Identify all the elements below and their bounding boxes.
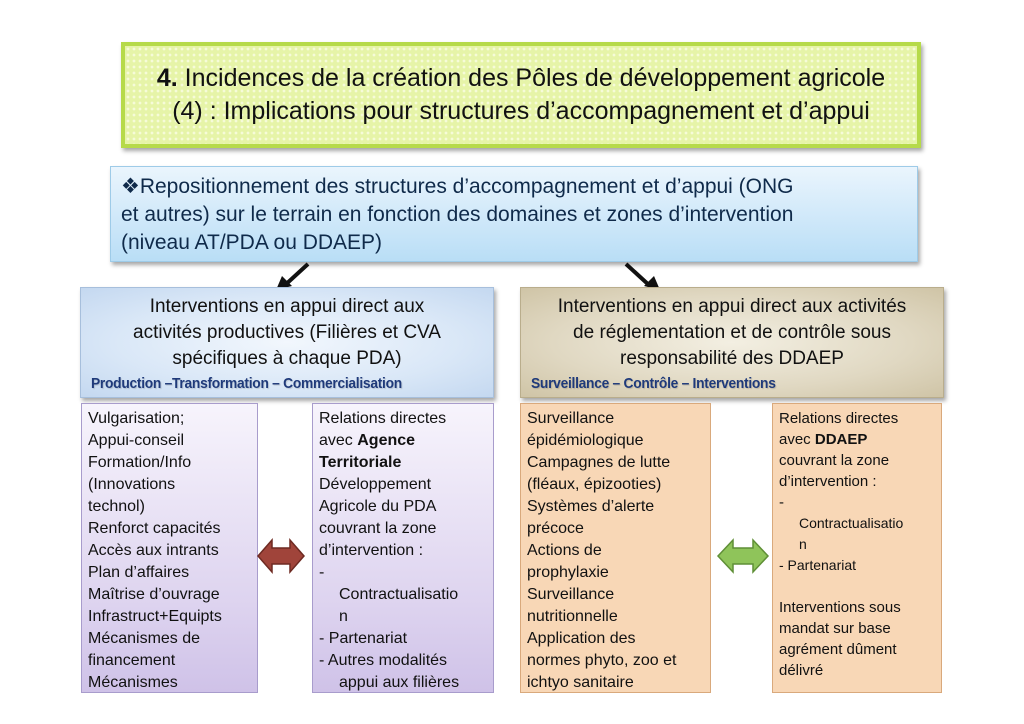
- list-item: Surveillance: [527, 410, 615, 427]
- text-line: [319, 452, 488, 474]
- right-header-line2: de réglementation et de contrôle sous: [573, 322, 891, 343]
- text-line: Développement: [319, 476, 432, 493]
- text-line: [779, 429, 936, 450]
- title-number: 4.: [156, 64, 178, 92]
- ddaep-relations-box: [772, 403, 942, 693]
- list-item: Infrastruct+Equipts: [88, 608, 222, 625]
- subtitle-line3: (niveau AT/PDA ou DDAEP): [121, 231, 383, 254]
- subtitle-line2: et autres) sur le terrain en fonction des domaines et zones d’intervention: [121, 203, 794, 226]
- text-line: Relations directes: [779, 410, 899, 427]
- page-title: [157, 62, 885, 128]
- left-header-line3: spécifiques à chaque PDA): [172, 348, 402, 369]
- text-line: délivré: [779, 662, 824, 679]
- text-line: - Partenariat: [779, 557, 857, 573]
- list-item: Plan d’affaires: [88, 564, 190, 581]
- right-double-arrow-icon: [716, 536, 770, 576]
- right-header-line1: Interventions en appui direct aux activités: [557, 296, 907, 317]
- list-item: Application des: [527, 630, 636, 647]
- list-item: Actions de: [527, 542, 602, 559]
- text-fragment: avec: [779, 431, 815, 448]
- text-line: n: [339, 608, 348, 625]
- text-line: -: [319, 564, 325, 581]
- left-header-tagline: Production –Transformation – Commercialisation: [91, 375, 402, 392]
- title-line1: Incidences de la création des Pôles de développement agricole: [184, 64, 886, 92]
- text-line: n: [799, 536, 807, 552]
- text-line: [319, 430, 488, 452]
- left-double-arrow-icon: [256, 536, 306, 576]
- left-header-line2: activités productives (Filières et CVA: [133, 322, 441, 343]
- list-item: épidémiologique: [527, 432, 644, 449]
- productive-activities-list: [81, 403, 258, 693]
- list-item: Mécanismes de: [88, 630, 201, 647]
- text-fragment: avec: [319, 432, 358, 449]
- list-item: Systèmes d’alerte: [527, 498, 655, 515]
- text-line: appui aux filières: [339, 674, 460, 691]
- text-line: Contractualisatio: [339, 586, 459, 603]
- list-item: Surveillance: [527, 586, 615, 603]
- right-header-line3: responsabilité des DDAEP: [620, 348, 844, 369]
- list-item: Campagnes de lutte: [527, 454, 671, 471]
- subtitle-box: [110, 166, 918, 262]
- text-line: Relations directes: [319, 410, 447, 427]
- agency-name-2: Territoriale: [319, 454, 402, 471]
- diamond-bullet-icon: ❖: [121, 175, 140, 198]
- list-item: précoce: [527, 520, 584, 537]
- list-item: Mécanismes: [88, 674, 178, 691]
- list-item: Maîtrise d’ouvrage: [88, 586, 220, 603]
- title-line2: (4) : Implications pour structures d’accompagnement et d’appui: [172, 97, 870, 125]
- right-header-tagline: Surveillance – Contrôle – Interventions: [531, 375, 776, 392]
- list-item: ichtyo sanitaire: [527, 674, 634, 691]
- right-section-header: [520, 287, 944, 398]
- regulation-activities-list: [520, 403, 711, 693]
- list-item: Appui-conseil: [88, 432, 185, 449]
- list-item: nutritionnelle: [527, 608, 618, 625]
- list-item: (fléaux, épizooties): [527, 476, 662, 493]
- agency-name: Agence: [357, 432, 416, 449]
- text-line: Interventions sous: [779, 599, 901, 616]
- left-section-header: [80, 287, 494, 398]
- ddaep-name: DDAEP: [814, 431, 868, 448]
- text-line: - Partenariat: [319, 630, 408, 647]
- text-line: Contractualisatio: [799, 515, 904, 531]
- list-item: Formation/Info: [88, 454, 192, 471]
- list-item: Renforct capacités: [88, 520, 221, 537]
- text-line: d’intervention :: [779, 473, 877, 490]
- list-item: normes phyto, zoo et: [527, 652, 677, 669]
- text-line: mandat sur base: [779, 620, 891, 637]
- text-line: couvrant la zone: [319, 520, 437, 537]
- spacer: [779, 576, 936, 597]
- list-item: prophylaxie: [527, 564, 609, 581]
- list-item: financement: [88, 652, 176, 669]
- text-line: agrément dûment: [779, 641, 897, 658]
- text-line: - Autres modalités: [319, 652, 448, 669]
- title-box: [121, 42, 921, 148]
- left-header-line1: Interventions en appui direct aux: [149, 296, 425, 317]
- text-line: couvrant la zone: [779, 452, 890, 469]
- subtitle-line1: Repositionnement des structures d’accompagnement et d’appui (ONG: [139, 175, 794, 198]
- list-item: Vulgarisation;: [88, 410, 185, 427]
- text-line: -: [779, 494, 784, 511]
- text-line: d’intervention :: [319, 542, 424, 559]
- list-item: technol): [88, 498, 145, 515]
- text-line: Agricole du PDA: [319, 498, 437, 515]
- agency-relations-box: [312, 403, 494, 693]
- list-item: (Innovations: [88, 476, 176, 493]
- list-item: Accès aux intrants: [88, 542, 219, 559]
